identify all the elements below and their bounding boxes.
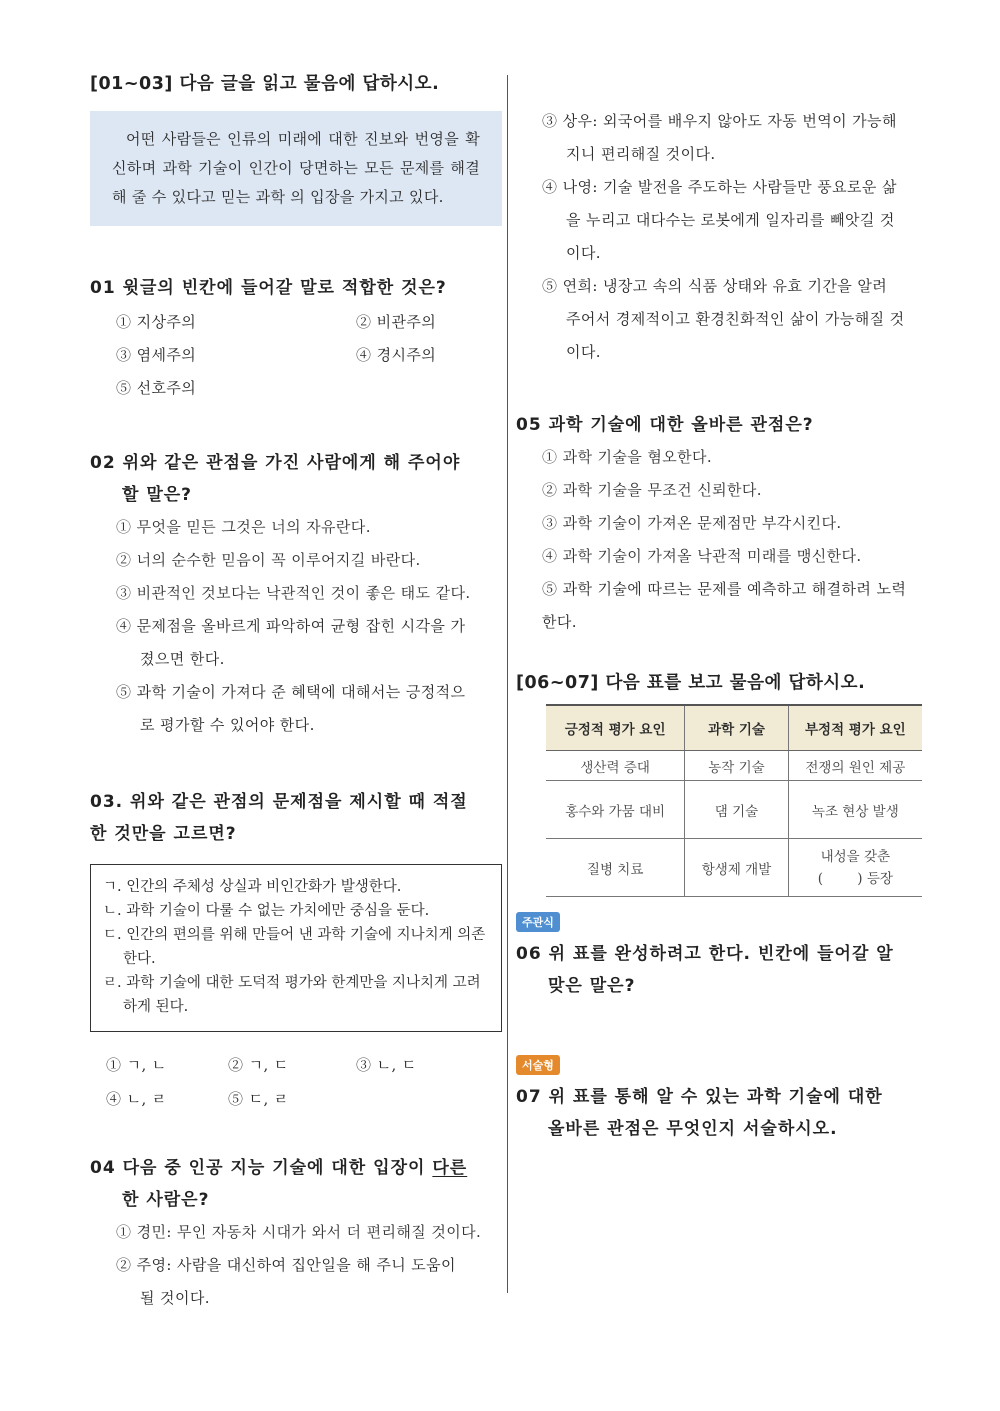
q01-option-1[interactable]: ① 지상주의 [116, 313, 197, 331]
q02-option-2[interactable]: ② 너의 순수한 믿음이 꼭 이루어지길 바란다. [116, 551, 421, 569]
q04-option-2-line1: ② 주영: 사람을 대신하여 집안일을 해 주니 도움이 [116, 1256, 456, 1274]
q06-title [516, 938, 928, 1002]
q03-title-line2: 한 것만을 고르면? [90, 824, 237, 844]
q02-option-4-line2: 졌으면 한다. [140, 650, 225, 668]
section-header-01-03: [01~03] 다음 글을 읽고 물음에 답하시오. [90, 74, 440, 94]
q02-option-3[interactable]: ③ 비관적인 것보다는 낙관적인 것이 좋은 태도 같다. [116, 584, 471, 602]
q04-option-4-line3: 이다. [566, 244, 601, 262]
q03-statement-box [90, 864, 502, 1032]
q04-option-3-line2: 지니 편리해질 것이다. [566, 145, 716, 163]
table-cell: 전쟁의 원인 제공 [788, 751, 922, 781]
evaluation-table [546, 704, 922, 897]
q05-option-5-line1: ⑤ 과학 기술에 따르는 문제를 예측하고 해결하려 노력 [542, 580, 907, 598]
q02-option-1[interactable]: ① 무엇을 믿든 그것은 너의 자유란다. [116, 518, 371, 536]
q04-option-1[interactable]: ① 경민: 무인 자동차 시대가 와서 더 편리해질 것이다. [116, 1223, 482, 1241]
table-cell: 생산력 증대 [546, 751, 685, 781]
reading-passage [90, 111, 502, 226]
q02-option-5-line2: 로 평가할 수 있어야 한다. [140, 716, 315, 734]
table-cell: 질병 치료 [546, 839, 685, 897]
q04-title-line2: 한 사람은? [122, 1190, 210, 1210]
table-header-row [546, 705, 922, 751]
table-cell-line2: ( ) 등장 [817, 870, 893, 887]
q05-option-5-line2: 한다. [542, 613, 577, 631]
q03-option-2[interactable]: ② ㄱ, ㄷ [228, 1056, 289, 1074]
column-divider [507, 75, 508, 1293]
table-cell: 항생제 개발 [685, 839, 788, 897]
q04-option-4-line2: 을 누리고 대다수는 로봇에게 일자리를 빼앗길 것 [566, 211, 895, 229]
table-header-technology: 과학 기술 [685, 705, 788, 751]
q04-option-5-line1: ⑤ 연희: 냉장고 속의 식품 상태와 유효 기간을 알려 [542, 277, 888, 295]
table-row [546, 781, 922, 839]
q03-statement-4: ㄹ. 과학 기술에 대한 도덕적 평가와 한계만을 지나치게 고려하게 된다. [103, 975, 481, 1015]
table-header-positive: 긍정적 평가 요인 [546, 705, 685, 751]
q01-option-3[interactable]: ③ 염세주의 [116, 346, 197, 364]
table-cell-blank[interactable] [788, 839, 922, 897]
q03-statement-2: ㄴ. 과학 기술이 다룰 수 없는 가치에만 중심을 둔다. [103, 903, 430, 919]
table-cell-line1: 내성을 갖춘 [820, 848, 891, 865]
q03-option-5[interactable]: ⑤ ㄷ, ㄹ [228, 1090, 289, 1108]
q03-title-line1: 03. 위와 같은 관점의 문제점을 제시할 때 적절 [90, 792, 468, 812]
q05-option-4[interactable]: ④ 과학 기술이 가져올 낙관적 미래를 맹신한다. [542, 547, 862, 565]
q03-option-4[interactable]: ④ ㄴ, ㄹ [106, 1090, 167, 1108]
q04-title-underline: 다른 [432, 1158, 468, 1178]
q04-option-5-line2: 주어서 경제적이고 환경친화적인 삶이 가능해질 것 [566, 310, 905, 328]
q03-title [90, 786, 502, 850]
table-cell: 댐 기술 [685, 781, 788, 839]
q02-title-line1: 02 위와 같은 관점을 가진 사람에게 해 주어야 [90, 453, 461, 473]
q04-option-4-line1: ④ 나영: 기술 발전을 주도하는 사람들만 풍요로운 삶 [542, 178, 897, 196]
q07-badge: 서술형 [516, 1055, 560, 1075]
q07-title-line2: 올바른 관점은 무엇인지 서술하시오. [548, 1119, 838, 1139]
q01-option-4[interactable]: ④ 경시주의 [356, 346, 437, 364]
q01-title: 01 윗글의 빈칸에 들어갈 말로 적합한 것은? [90, 278, 447, 298]
left-column [90, 70, 502, 1315]
q02-option-5[interactable] [116, 676, 502, 742]
q04-option-5[interactable] [542, 270, 928, 369]
table-header-negative: 부정적 평가 요인 [788, 705, 922, 751]
q03-statement-1: ㄱ. 인간의 주체성 상실과 비인간화가 발생한다. [103, 879, 402, 895]
q06-badge: 주관식 [516, 912, 560, 932]
q04-option-3[interactable] [542, 105, 928, 171]
q07-title [516, 1081, 928, 1145]
table-cell: 녹조 현상 발생 [788, 781, 922, 839]
q05-option-1[interactable]: ① 과학 기술을 혐오한다. [542, 448, 713, 466]
q01-option-2[interactable]: ② 비관주의 [356, 313, 437, 331]
q02-option-4-line1: ④ 문제점을 올바르게 파악하여 균형 잡힌 시각을 가 [116, 617, 466, 635]
q02-title [90, 447, 502, 511]
q02-option-4[interactable] [116, 610, 502, 676]
q04-option-5-line3: 이다. [566, 343, 601, 361]
table-cell: 농작 기술 [685, 751, 788, 781]
q06-title-line1: 06 위 표를 완성하려고 한다. 빈칸에 들어갈 알 [516, 944, 894, 964]
q04-option-3-line1: ③ 상우: 외국어를 배우지 않아도 자동 번역이 가능해 [542, 112, 897, 130]
q02-option-5-line1: ⑤ 과학 기술이 가져다 준 혜택에 대해서는 긍정적으 [116, 683, 466, 701]
q04-option-2[interactable] [116, 1249, 502, 1315]
q05-option-2[interactable]: ② 과학 기술을 무조건 신뢰한다. [542, 481, 762, 499]
table-row [546, 839, 922, 897]
q05-title: 05 과학 기술에 대한 올바른 관점은? [516, 415, 814, 435]
q04-title [90, 1152, 502, 1216]
section-header-06-07: [06~07] 다음 표를 보고 물음에 답하시오. [516, 673, 866, 693]
right-column [516, 105, 928, 1145]
q04-option-2-line2: 될 것이다. [140, 1289, 210, 1307]
table-cell: 홍수와 가뭄 대비 [546, 781, 685, 839]
q04-title-pre: 04 다음 중 인공 지능 기술에 대한 입장이 [90, 1158, 433, 1178]
q02-title-line2: 할 말은? [122, 485, 193, 505]
q05-option-5[interactable] [542, 573, 928, 639]
q01-option-5[interactable]: ⑤ 선호주의 [116, 379, 197, 397]
q03-option-3[interactable]: ③ ㄴ, ㄷ [356, 1056, 417, 1074]
q07-title-line1: 07 위 표를 통해 알 수 있는 과학 기술에 대한 [516, 1087, 883, 1107]
q04-options-right [516, 105, 928, 369]
q03-statement-3: ㄷ. 인간의 편의를 위해 만들어 낸 과학 기술에 지나치게 의존한다. [103, 927, 486, 967]
passage-text: 어떤 사람들은 인류의 미래에 대한 진보와 번영을 확신하며 과학 기술이 인간이 당면하는 모든 문제를 해결해 줄 수 있다고 믿는 과학 의 입장을 가지고 있다. [112, 130, 480, 206]
q05-options [516, 441, 928, 639]
q04-options-left [90, 1216, 502, 1315]
q06-title-line2: 맞은 말은? [548, 976, 636, 996]
q02-options [90, 511, 502, 742]
q03-options [106, 1048, 502, 1116]
q01-options [116, 306, 502, 405]
q05-option-3[interactable]: ③ 과학 기술이 가져온 문제점만 부각시킨다. [542, 514, 842, 532]
table-row [546, 751, 922, 781]
q03-option-1[interactable]: ① ㄱ, ㄴ [106, 1056, 167, 1074]
q04-option-4[interactable] [542, 171, 928, 270]
